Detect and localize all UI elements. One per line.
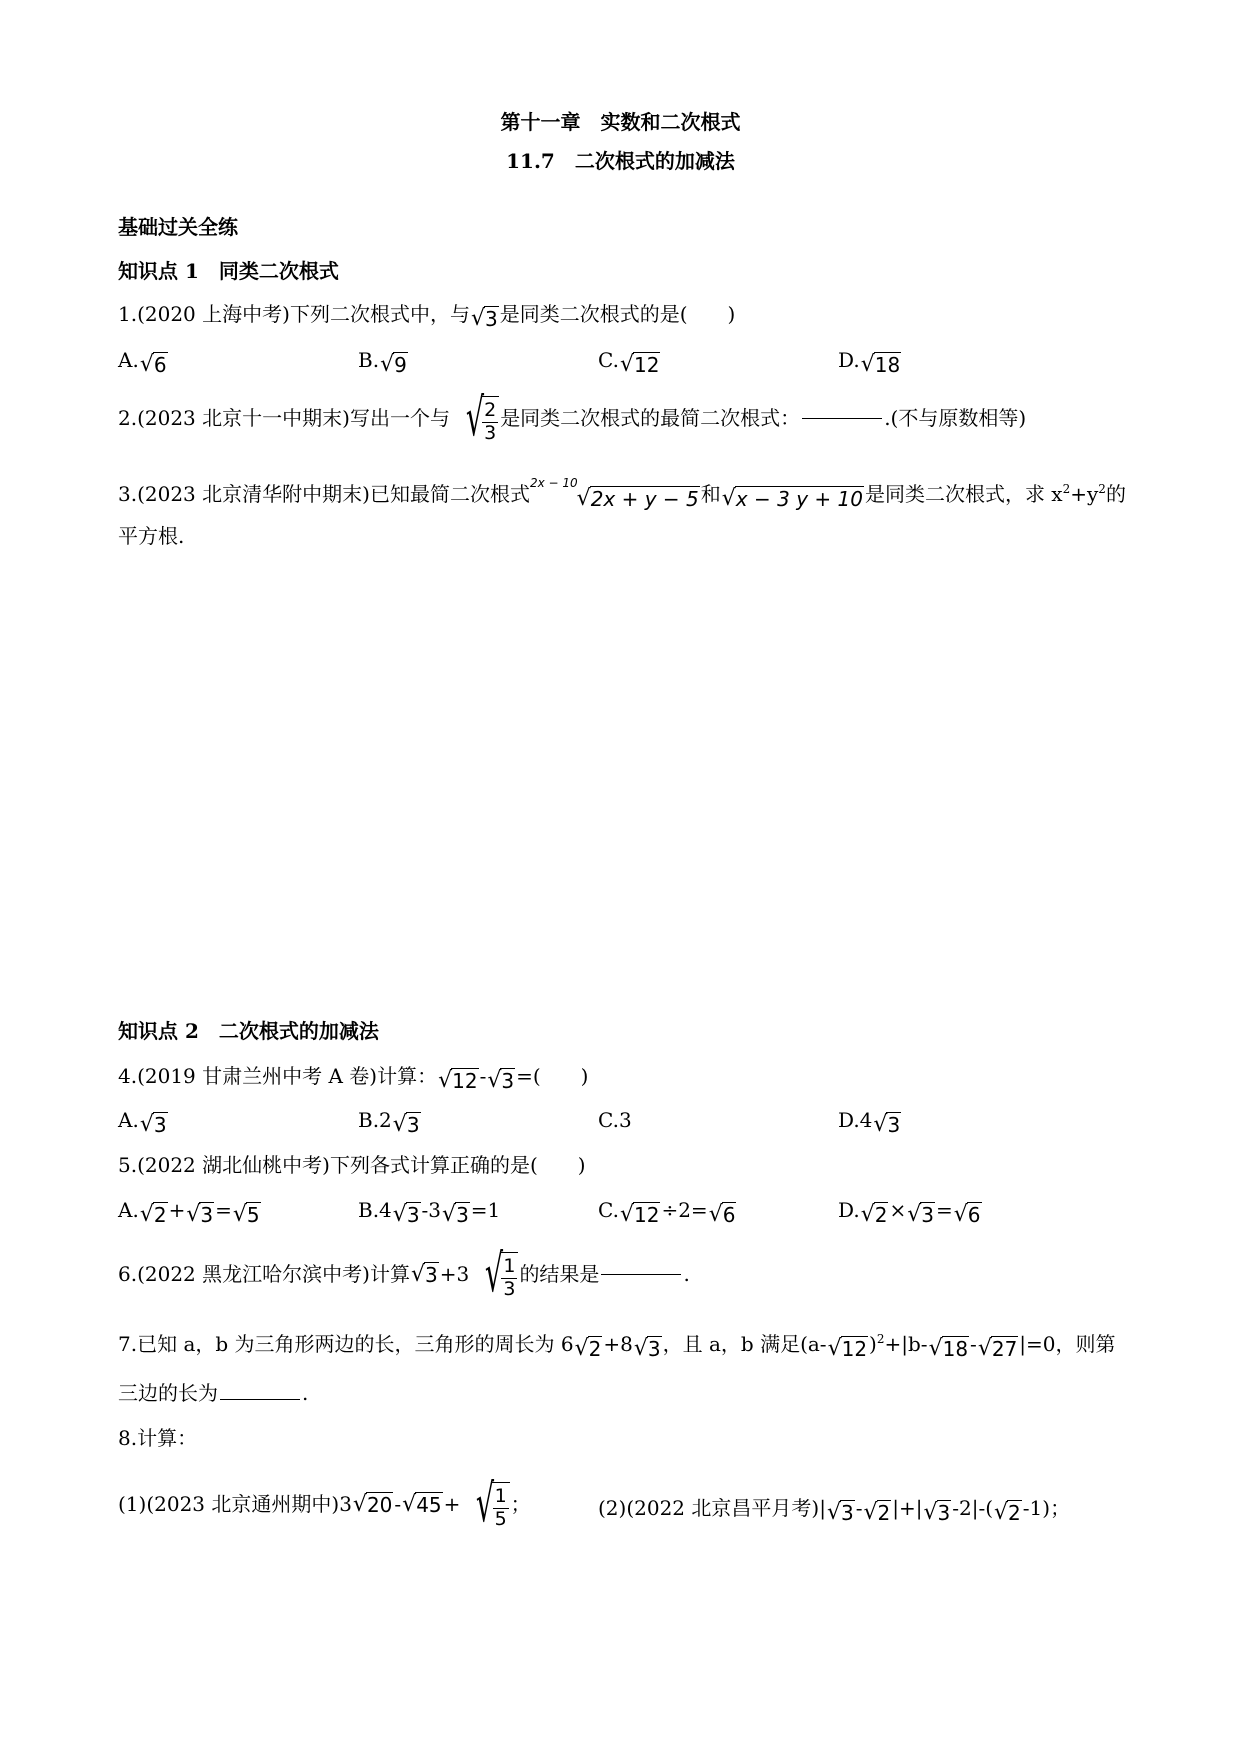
q5-option-c: C. √ 12 ÷2= √ 6	[598, 1198, 736, 1227]
q4-option-a: A. √ 3	[118, 1108, 167, 1137]
section-title: 11.7 二次根式的加减法	[506, 149, 735, 173]
question-2: 2.(2023 北京十一中期末)写出一个与 √ $\frac{2}{3}$ 是同类二次根式的最简二次根式： .(不与原数相等)	[118, 388, 1027, 448]
q5-option-b: B.4 √ 3 -3 √ 3 =1	[358, 1198, 501, 1227]
knowledge-point-1: 知识点 1 同类二次根式	[118, 259, 339, 283]
question-3: 3.(2023 北京清华附中期末)已知最简二次根式$^{2x - 10}$ √ 2x + y − 5 和 √ x − 3 y + 10 是同类二次根式，求 $x^2+y^2$的	[118, 476, 1126, 511]
question-8-part-2: (2)(2022 北京昌平月考)| √ 3 - √ 2 |+| √ 3 -2|-( √ 2 -1)；	[598, 1496, 1071, 1525]
q4-option-d: D.4 √ 3	[838, 1108, 901, 1137]
knowledge-point-2: 知识点 2 二次根式的加减法	[118, 1019, 379, 1043]
chapter-title: 第十一章 实数和二次根式	[500, 110, 741, 134]
q4-option-b: B.2 √ 3	[358, 1108, 420, 1137]
answer-blank[interactable]	[220, 1399, 300, 1400]
q5-option-a: A. √ 2 + √ 3 = √ 5	[118, 1198, 260, 1227]
practice-heading: 基础过关全练	[118, 215, 238, 239]
radical: √ 3	[470, 306, 498, 331]
q1-option-a: A. √ 6	[118, 348, 167, 377]
q1-option-d: D. √ 18	[838, 348, 901, 377]
question-8-part-1: (1)(2023 北京通州期中)3 √ 20 - √ 45 + √ $\frac{1}{5}$ ；	[118, 1474, 531, 1534]
question-7-line-2: 三边的长为 .	[118, 1381, 309, 1405]
q4-option-c: C.3	[598, 1108, 632, 1132]
q5-option-d: D. √ 2 × √ 3 = √ 6	[838, 1198, 981, 1227]
question-7: 7.已知 a，b 为三角形两边的长，三角形的周长为 6 √ 2 +8 √ 3 ，且 a，b 满足(a- √ 12 )$^2$+|b- √ 18 - √ 27 |=0，则第	[118, 1332, 1116, 1361]
question-1: 1.(2020 上海中考)下列二次根式中，与 √ 3 是同类二次根式的是( )	[118, 302, 736, 331]
answer-blank[interactable]	[601, 1274, 681, 1275]
answer-blank[interactable]	[802, 418, 882, 419]
question-6: 6.(2022 黑龙江哈尔滨中考)计算 √ 3 +3 √ $\frac{1}{3}$ 的结果是 .	[118, 1244, 690, 1304]
question-5: 5.(2022 湖北仙桃中考)下列各式计算正确的是( )	[118, 1153, 586, 1177]
q1-option-c: C. √ 12	[598, 348, 660, 377]
q1-option-b: B. √ 9	[358, 348, 407, 377]
question-4: 4.(2019 甘肃兰州中考 A 卷)计算： √ 12 - √ 3 =( )	[118, 1064, 589, 1093]
question-8: 8.计算：	[118, 1426, 198, 1450]
question-3-line-2: 平方根.	[118, 524, 185, 548]
